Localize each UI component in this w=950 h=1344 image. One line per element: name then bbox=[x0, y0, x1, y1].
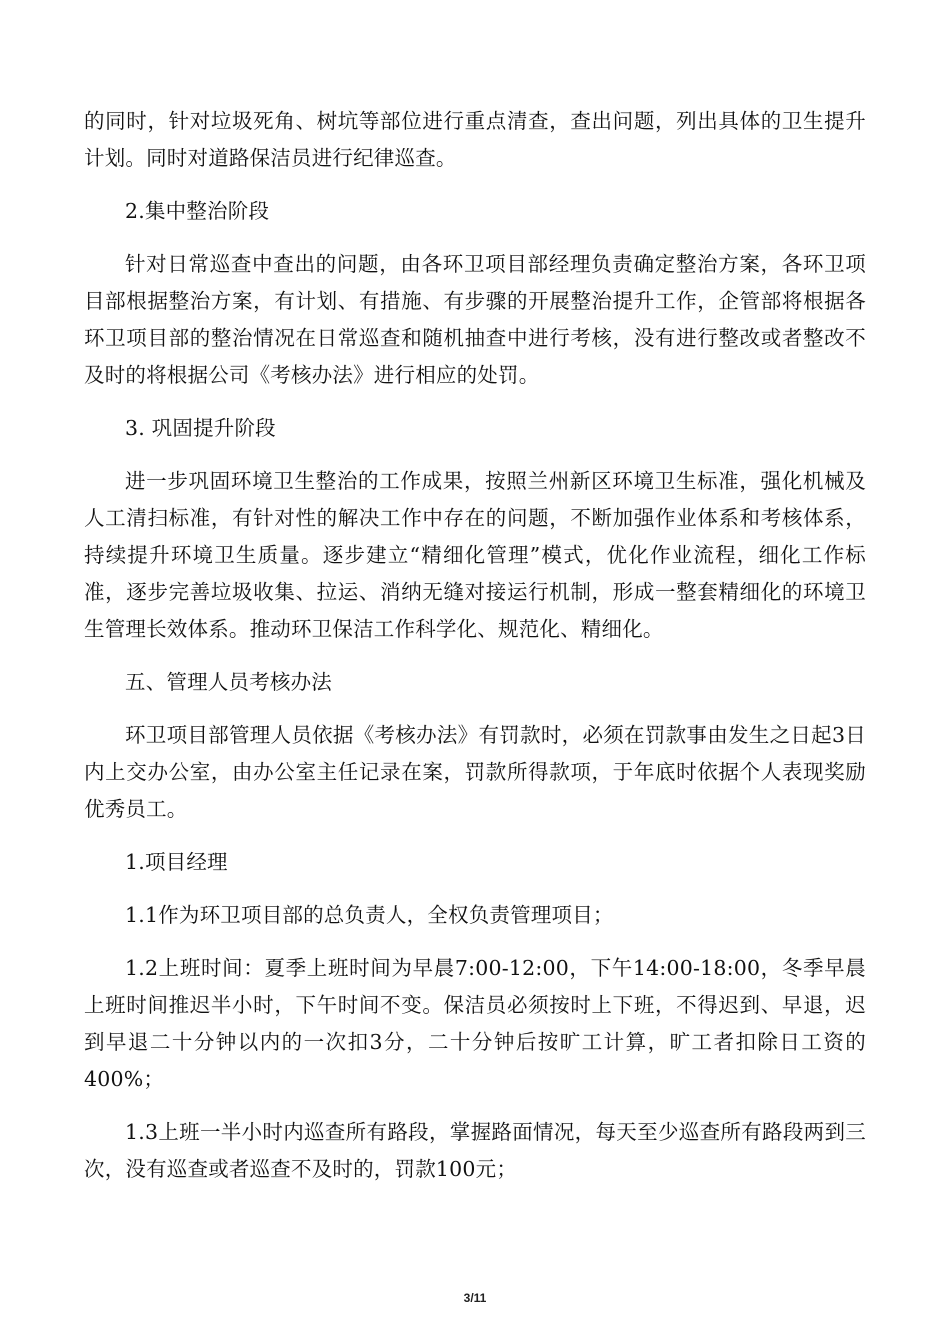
heading-concentrated-rectification: 2.集中整治阶段 bbox=[125, 199, 270, 223]
item-1-3: 1.3上班一半小时内巡查所有路段，掌握路面情况，每天至少巡查所有路段两到三次，没有巡查或者巡查不及时的，罚款100元； bbox=[84, 1120, 866, 1181]
paragraph-consolidation: 进一步巩固环境卫生整治的工作成果，按照兰州新区环境卫生标准，强化机械及人工清扫标准，有针对性的解决工作中存在的问题，不断加强作业体系和考核体系，持续提升环境卫生质量。逐步建立“精细化管理”模式，优化作业流程，细化工作标准，逐步完善垃圾收集、拉运、消纳无缝对接运行机制，形成一整套精细化的环境卫生管理长效体系。推动环卫保洁工作科学化、规范化、精细化。 bbox=[84, 469, 866, 641]
paragraph-continuation: 的同时，针对垃圾死角、树坑等部位进行重点清查，查出问题，列出具体的卫生提升计划。同时对道路保洁员进行纪律巡查。 bbox=[84, 109, 866, 170]
document-page bbox=[84, 103, 866, 1188]
heading-project-manager: 1.项目经理 bbox=[125, 850, 228, 874]
page-number: 3/11 bbox=[463, 1291, 487, 1305]
item-1-1: 1.1作为环卫项目部的总负责人，全权负责管理项目； bbox=[125, 903, 614, 927]
item-1-2: 1.2上班时间：夏季上班时间为早晨7:00-12:00，下午14:00-18:00，冬季早晨上班时间推迟半小时，下午时间不变。保洁员必须按时上下班，不得迟到、早退，迟到早退二十分钟以内的一次扣3分，二十分钟后按旷工计算，旷工者扣除日工资的400%； bbox=[84, 956, 866, 1091]
heading-section-five: 五、管理人员考核办法 bbox=[125, 670, 332, 694]
heading-consolidation: 3. 巩固提升阶段 bbox=[125, 416, 276, 440]
paragraph-rectification: 针对日常巡查中查出的问题，由各环卫项目部经理负责确定整治方案，各环卫项目部根据整治方案，有计划、有措施、有步骤的开展整治提升工作，企管部将根据各环卫项目部的整治情况在日常巡查和随机抽查中进行考核，没有进行整改或者整改不及时的将根据公司《考核办法》进行相应的处罚。 bbox=[84, 252, 866, 387]
paragraph-management-assessment: 环卫项目部管理人员依据《考核办法》有罚款时，必须在罚款事由发生之日起3日内上交办公室，由办公室主任记录在案，罚款所得款项，于年底时依据个人表现奖励优秀员工。 bbox=[84, 723, 866, 821]
